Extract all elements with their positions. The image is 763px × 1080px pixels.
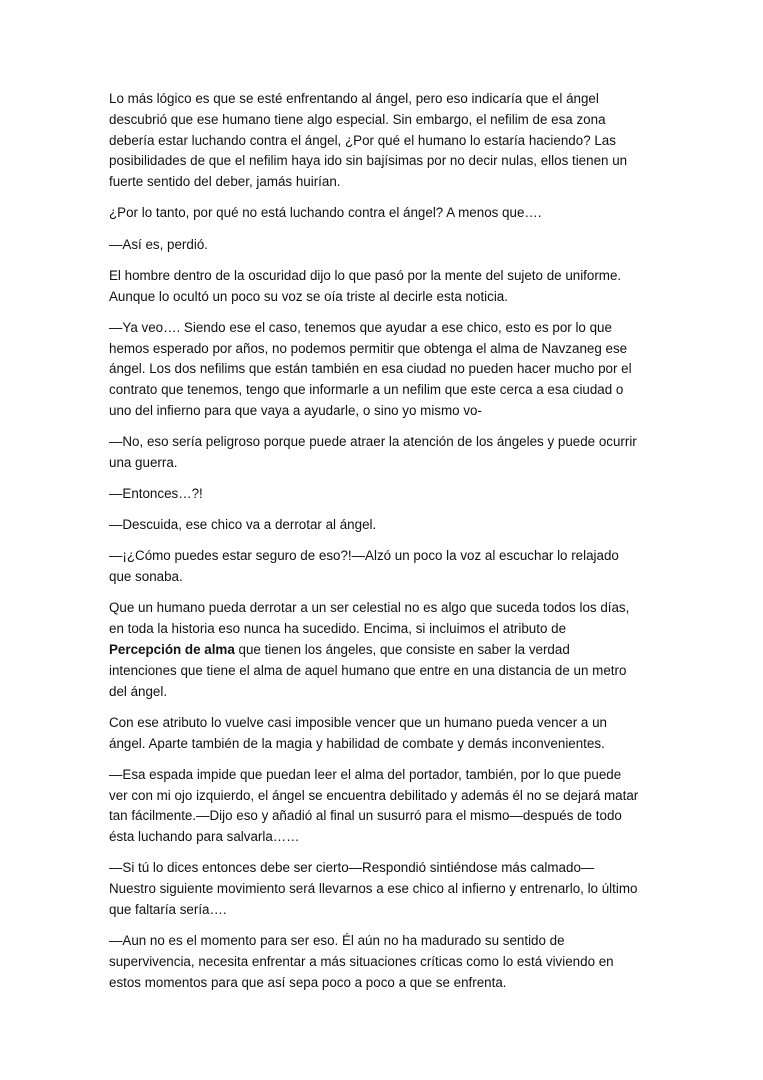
paragraph-7: —Entonces…?!: [109, 486, 203, 502]
paragraph-13: —Si tú lo dices entonces debe ser cierto—Respondió sintiéndose más calmado—Nuestro siguiente movimiento será llevarnos a ese chico al infierno y entrenarlo, lo último que faltaría sería….: [109, 860, 638, 917]
paragraph-1: Lo más lógico es que se esté enfrentando al ángel, pero eso indicaría que el ángel descubrió que ese humano tiene algo especial. Sin embargo, el nefilim de esa zona debería estar luchando contra el ángel, ¿Por qué el humano lo estaría haciendo? Las posibilidades de que el nefilim haya ido sin bajísimas por no decir nulas, ellos tienen un fuerte sentido del deber, jamás huirían.: [109, 91, 628, 190]
document-page: [109, 89, 639, 1004]
paragraph-10-text-after: que tienen los ángeles, que consiste en saber la verdad intenciones que tiene el alma de aquel humano que entre en una distancia de un metro del ángel.: [109, 642, 627, 699]
paragraph-3: —Así es, perdió.: [109, 236, 208, 252]
paragraph-10: [109, 598, 639, 702]
soul-perception-term: Percepción de alma: [109, 642, 235, 658]
paragraph-6: —No, eso sería peligroso porque puede atraer la atención de los ángeles y puede ocurrir una guerra.: [109, 434, 637, 470]
paragraph-12: —Esa espada impide que puedan leer el alma del portador, también, por lo que puede ver con mi ojo izquierdo, el ángel se encuentra debilitado y además él no se dejará matar tan fácilmente.—Dijo eso y añadió al final un susurró para el mismo—después de todo ésta luchando para salvarla……: [109, 766, 639, 845]
paragraph-14: —Aun no es el momento para ser eso. Él aún no ha madurado su sentido de supervivencia, necesita enfrentar a más situaciones críticas como lo está viviendo en estos momentos para que así sepa poco a poco a que se enfrenta.: [109, 933, 614, 990]
paragraph-4: El hombre dentro de la oscuridad dijo lo que pasó por la mente del sujeto de uniforme. Aunque lo ocultó un poco su voz se oía triste al decirle esta noticia.: [109, 267, 622, 304]
paragraph-9: —¡¿Cómo puedes estar seguro de eso?!—Alzó un poco la voz al escuchar lo relajado que sonaba.: [109, 548, 619, 585]
paragraph-2: ¿Por lo tanto, por qué no está luchando contra el ángel? A menos que….: [109, 205, 542, 221]
paragraph-11: Con ese atributo lo vuelve casi imposible vencer que un humano pueda vencer a un ángel. Aparte también de la magia y habilidad de combate y demás inconvenientes.: [109, 714, 607, 751]
paragraph-8: —Descuida, ese chico va a derrotar al ángel.: [109, 517, 377, 533]
paragraph-10-text-before: Que un humano pueda derrotar a un ser celestial no es algo que suceda todos los días, en toda la historia eso nunca ha sucedido. Encima, si incluimos el atributo de: [109, 600, 630, 637]
paragraph-5: —Ya veo…. Siendo ese el caso, tenemos que ayudar a ese chico, esto es por lo que hemos esperado por años, no podemos permitir que obtenga el alma de Navzaneg ese ángel. Los dos nefilims que están también en esa ciudad no pueden hacer mucho por el contrato que tenemos, tengo que informarle a un nefilim que este cerca a esa ciudad o uno del infierno para que vaya a ayudarle, o sino yo mismo vo-: [109, 319, 632, 418]
